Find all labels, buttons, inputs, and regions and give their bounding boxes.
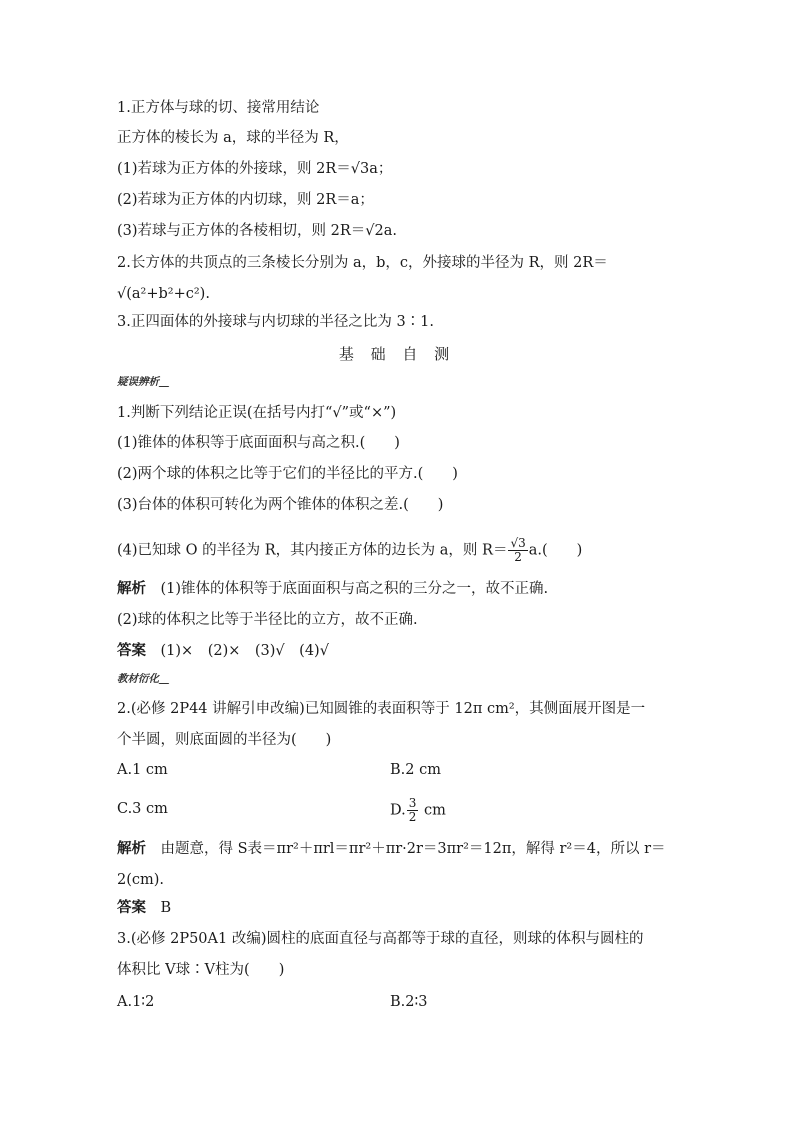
tag-yiwu: 疑误辨析 <box>117 374 171 389</box>
q2-stem-2: 个半圆，则底面圆的半径为( ) <box>117 732 332 748</box>
q2-stem-1: 2.(必修 2P44 讲解引申改编)已知圆锥的表面积等于 12π cm²，其侧面展开图是一 <box>117 701 646 717</box>
q2-option-d <box>390 797 446 824</box>
q1-statement-2: (2)两个球的体积之比等于它们的半径比的平方.( ) <box>117 466 458 482</box>
section1-item3: (3)若球与正方体的各棱相切，则 2R＝√2a. <box>117 223 398 239</box>
q2-optd-suffix: cm <box>419 802 446 819</box>
q1-s4-suffix: a.( ) <box>528 542 583 559</box>
q1-analysis-label: 解析 <box>117 580 146 597</box>
q3-stem-2: 体积比 V球∶V柱为( ) <box>117 962 285 978</box>
q2-option-a: A.1 cm <box>117 762 168 778</box>
q1-analysis-1 <box>117 579 548 599</box>
section-heading: 基 础 自 测 <box>338 345 456 363</box>
q2-optd-numerator: 3 <box>408 796 417 810</box>
tag-jiaocai: 教材衍化 <box>117 671 171 686</box>
q1-statement-3: (3)台体的体积可转化为两个锥体的体积之差.( ) <box>117 497 444 513</box>
section1-item2: (2)若球为正方体的内切球，则 2R＝a； <box>117 192 374 208</box>
q1-analysis-text-1: (1)锥体的体积等于底面面积与高之积的三分之一，故不正确. <box>160 581 549 597</box>
section1-intro: 正方体的棱长为 a，球的半径为 R， <box>117 130 349 146</box>
q1-s4-fraction <box>508 537 527 564</box>
q1-s4-denominator: 2 <box>514 550 522 564</box>
q2-analysis-label: 解析 <box>117 840 146 857</box>
q2-optd-prefix: D. <box>390 802 406 819</box>
q2-analysis-1 <box>117 839 666 859</box>
section2-line1: 2.长方体的共顶点的三条棱长分别为 a，b，c，外接球的半径为 R，则 2R＝ <box>117 255 608 271</box>
q2-analysis-2: 2(cm). <box>117 872 165 888</box>
q2-optd-fraction <box>407 797 419 824</box>
q3-stem-1: 3.(必修 2P50A1 改编)圆柱的底面直径与高都等于球的直径，则球的体积与圆柱的 <box>117 931 644 947</box>
q2-answer-text: B <box>160 900 172 916</box>
q1-statement-4 <box>117 537 582 564</box>
q3-option-a: A.1∶2 <box>117 994 155 1010</box>
q3-option-b: B.2∶3 <box>390 994 428 1010</box>
q2-analysis-text-1: 由题意，得 S表＝πr²＋πrl＝πr²＋πr·2r＝3πr²＝12π，解得 r²＝4，所以 r＝ <box>160 841 666 857</box>
q1-answer-label: 答案 <box>117 642 146 659</box>
section2-line2: √(a²+b²+c²). <box>117 286 210 302</box>
q2-optd-denominator: 2 <box>408 810 417 824</box>
section1-title: 1.正方体与球的切、接常用结论 <box>117 100 320 116</box>
q1-analysis-2: (2)球的体积之比等于半径比的立方，故不正确. <box>117 612 418 628</box>
q2-answer <box>117 898 171 918</box>
q1-s4-numerator: √3 <box>510 536 526 550</box>
q1-statement-1: (1)锥体的体积等于底面面积与高之积.( ) <box>117 435 400 451</box>
section3-text: 3.正四面体的外接球与内切球的半径之比为 3∶1. <box>117 314 435 330</box>
section1-item1: (1)若球为正方体的外接球，则 2R＝√3a； <box>117 161 393 177</box>
q2-answer-label: 答案 <box>117 899 146 916</box>
q1-s4-prefix: (4)已知球 O 的半径为 R，其内接正方体的边长为 a，则 R＝ <box>117 542 508 559</box>
q1-answer-text: (1)× (2)× (3)√ (4)√ <box>160 643 329 659</box>
q2-option-b: B.2 cm <box>390 762 441 778</box>
q1-answer <box>117 641 329 661</box>
q1-stem: 1.判断下列结论正误(在括号内打“√”或“×”) <box>117 405 397 421</box>
q2-option-c: C.3 cm <box>117 801 168 817</box>
